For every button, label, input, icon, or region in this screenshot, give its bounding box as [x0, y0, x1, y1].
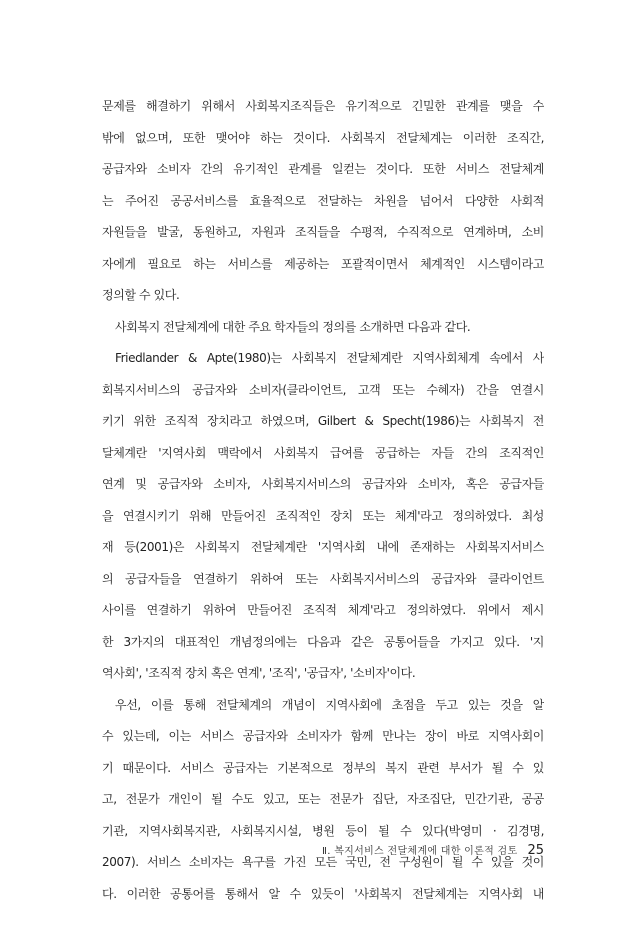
text-line: 달체계란 '지역사회 맥락에서 사회복지 급여를 공급하는 자들 간의 조직적인 [102, 445, 544, 460]
text-line: 재 등(2001)은 사회복지 전달체계란 '지역사회 내에 존재하는 사회복지서비스 [102, 540, 544, 554]
text-line: 자원들을 발굴, 동원하고, 자원과 조직들을 수평적, 수직적으로 연계하며, 소비 [102, 225, 544, 239]
text-line: 키기 위한 조직적 장치라고 하였으며, Gilbert & Specht(1986)는 사회복지 전 [102, 414, 544, 428]
text-line: Friedlander & Apte(1980)는 사회복지 전달체계란 지역사회체계 속에서 사 [115, 351, 544, 365]
text-line: 기관, 지역사회복지관, 사회복지시설, 병원 등이 될 수 있다(박영미 · 김경명, [102, 823, 544, 838]
text-line: 사이를 연결하기 위하여 만들어진 조직적 체계'라고 정의하였다. 위에서 제시 [102, 603, 544, 617]
text-line: 공급자와 소비자 간의 유기적인 관계를 일컫는 것이다. 또한 서비스 전달체계 [102, 162, 544, 176]
text-line: 역사회', '조직적 장치 혹은 연계', '조직', '공급자', '소비자'이다. [102, 666, 416, 680]
page-number: 25 [527, 843, 544, 858]
text-line: 는 주어진 공공서비스를 효율적으로 전달하는 차원을 넘어서 다양한 사회적 [102, 193, 544, 208]
text-line: 고, 전문가 개인이 될 수도 있고, 또는 전문가 집단, 자조집단, 민간기관, 공공 [102, 792, 544, 806]
text-line: 자에게 필요로 하는 서비스를 제공하는 포괄적이면서 체계적인 시스템이라고 [102, 256, 544, 271]
body-text [102, 91, 544, 910]
text-line: 다. 이러한 공통어를 통해서 알 수 있듯이 '사회복지 전달체계는 지역사회 내 [102, 886, 544, 901]
text-line: 회복지서비스의 공급자와 소비자(클라이언트, 고객 또는 수혜자) 간을 연결시 [102, 382, 544, 397]
text-line: 우선, 이를 통해 전달체계의 개념이 지역사회에 초점을 두고 있는 것을 알 [115, 697, 544, 712]
text-line: 2007). 서비스 소비자는 욕구를 가진 모든 국민, 전 구성원이 될 수 있을 것이 [102, 855, 544, 869]
running-footer-title: Ⅱ. 복지서비스 전달체계에 대한 이론적 검토 [322, 846, 518, 857]
page-footer [300, 842, 544, 860]
text-line: 의 공급자들을 연결하기 위하여 또는 사회복지서비스의 공급자와 클라이언트 [102, 571, 544, 586]
text-line: 정의할 수 있다. [102, 288, 180, 302]
text-line: 문제를 해결하기 위해서 사회복지조직들은 유기적으로 긴밀한 관계를 맺을 수 [102, 99, 544, 113]
text-line: 을 연결시키기 위해 만들어진 조직적인 장치 또는 체계'라고 정의하였다. 최성 [102, 508, 544, 523]
text-line: 기 때문이다. 서비스 공급자는 기본적으로 정부의 복지 관련 부서가 될 수 있 [102, 760, 544, 775]
text-line: 수 있는데, 이는 서비스 공급자와 소비자가 함께 만나는 장이 바로 지역사회이 [102, 729, 544, 743]
text-line: 밖에 없으며, 또한 맺어야 하는 것이다. 사회복지 전달체계는 이러한 조직간, [102, 130, 544, 145]
text-line: 한 3가지의 대표적인 개념정의에는 다음과 같은 공통어들을 가지고 있다. '지 [102, 634, 544, 649]
text-line: 사회복지 전달체계에 대한 주요 학자들의 정의를 소개하면 다음과 같다. [115, 319, 471, 334]
text-line: 연계 및 공급자와 소비자, 사회복지서비스의 공급자와 소비자, 혹은 공급자들 [102, 477, 544, 491]
